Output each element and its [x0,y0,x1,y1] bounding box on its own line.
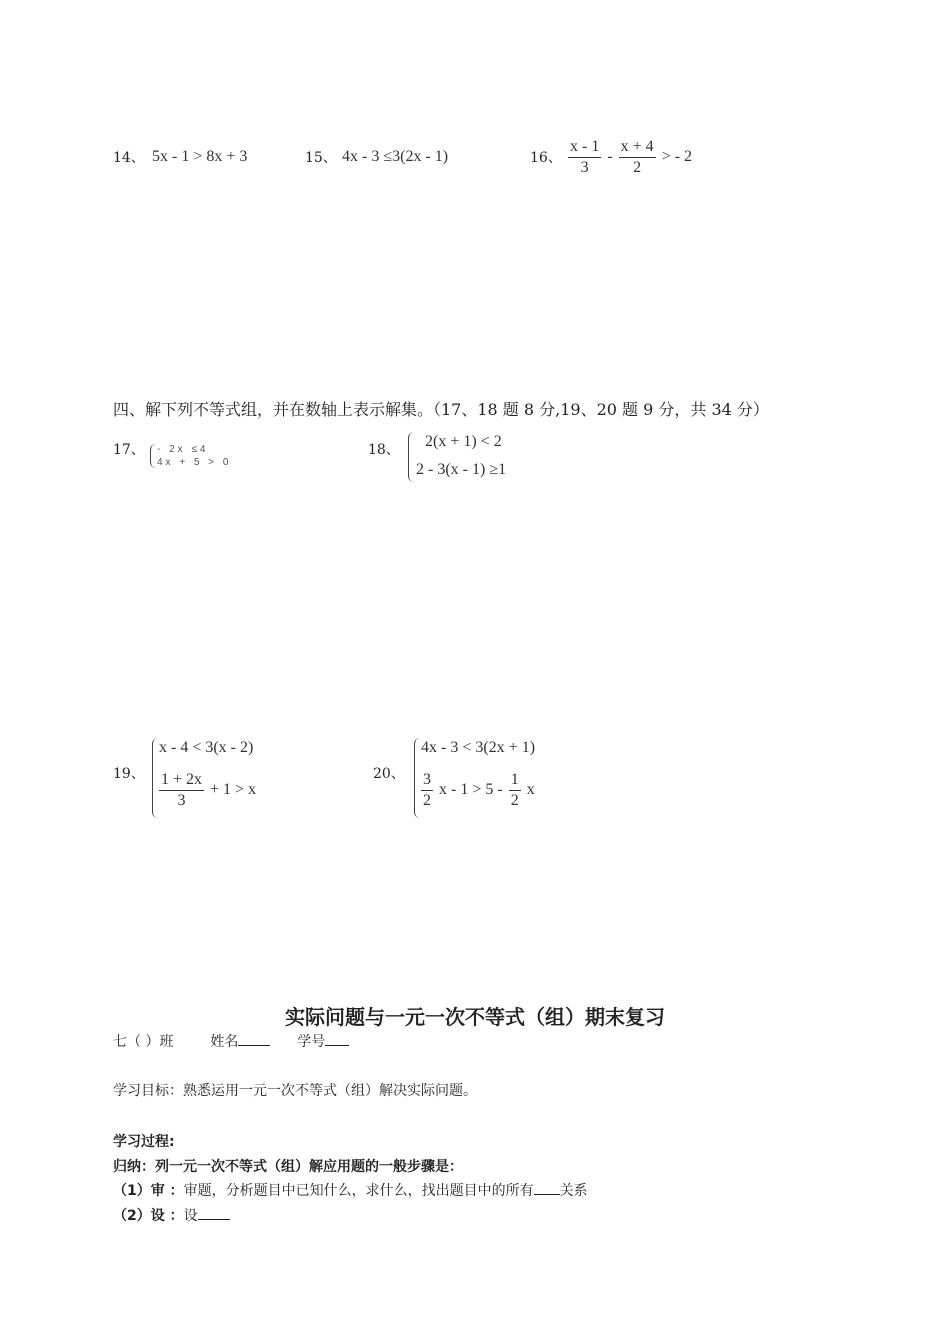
problem-17-line1: - 2x ≤4 [157,444,209,455]
step-1-blank[interactable] [534,1180,560,1195]
problem-18-line1: 2(x + 1) < 2 [425,433,502,450]
summary-label: 归纳：列一元一次不等式（组）解应用题的一般步骤是： [113,1159,463,1175]
problem-20-line1: 4x - 3 < 3(2x + 1) [421,739,536,756]
class-label: 七（ ）班 [113,1034,174,1050]
fraction: $\frac{x + 4}{2}$ [620,138,654,176]
fraction: $\frac{3}{2}$ [423,771,431,809]
process-label: 学习过程: [113,1134,175,1150]
step-2 [113,1205,230,1225]
id-label: 学号 [297,1034,326,1050]
problem-19-label: 19、 [113,766,145,782]
problem-15-label: 15、 [305,150,337,166]
step-1-tail: 关系 [559,1183,588,1199]
name-label: 姓名 [210,1034,239,1050]
system-brace [150,444,156,468]
problem-17-label: 17、 [113,442,145,458]
learning-objective: 学习目标：熟悉运用一元一次不等式（组）解决实际问题。 [113,1083,477,1099]
problem-14-expr: 5x - 1 > 8x + 3 [152,148,248,165]
problem-15-expr: 4x - 3 ≤3(2x - 1) [342,148,449,165]
problem-20-line2: $\frac{3}{2}$ x - 1 > 5 - $\frac{1}{2}$ x [423,771,535,809]
fraction: $\frac{1}{2}$ [510,771,519,809]
system-brace [408,432,414,482]
problem-16-label: 16、 [530,150,562,166]
problem-19-line1: x - 4 < 3(x - 2) [159,739,254,756]
review-title: 实际问题与一元一次不等式（组）期末复习 [285,1005,665,1029]
problem-17-line2: 4x + 5 > 0 [157,457,232,468]
step-1-head: （1）审 ： [113,1183,184,1199]
student-info-line [113,1031,349,1051]
problem-20-label: 20、 [373,766,405,782]
step-2-blank[interactable] [198,1205,230,1220]
name-blank[interactable] [238,1031,270,1046]
section-heading: 四、解下列不等式组，并在数轴上表示解集。（17、18 题 8 分,19、20 题 9 分，共 34 分） [113,400,769,419]
fraction: $\frac{1 + 2x}{3}$ [161,771,203,809]
step-2-text: 设 [183,1208,198,1224]
problem-19-line2: $\frac{1 + 2x}{3}$ + 1 > x [161,771,257,809]
problem-18-label: 18、 [368,442,400,458]
step-2-head: （2）设 ： [113,1208,184,1224]
problem-14-label: 14、 [113,150,145,166]
problem-16-expr: $\frac{x - 1}{3}$ - $\frac{x + 4}{2}$ > - 2 [570,138,693,176]
id-blank[interactable] [325,1031,349,1046]
fraction: $\frac{x - 1}{3}$ [570,138,600,176]
step-1 [113,1180,588,1200]
step-1-text: 审题，分析题目中已知什么，求什么，找出题目中的所有 [183,1183,534,1199]
problem-18-line2: 2 - 3(x - 1) ≥1 [416,461,507,478]
